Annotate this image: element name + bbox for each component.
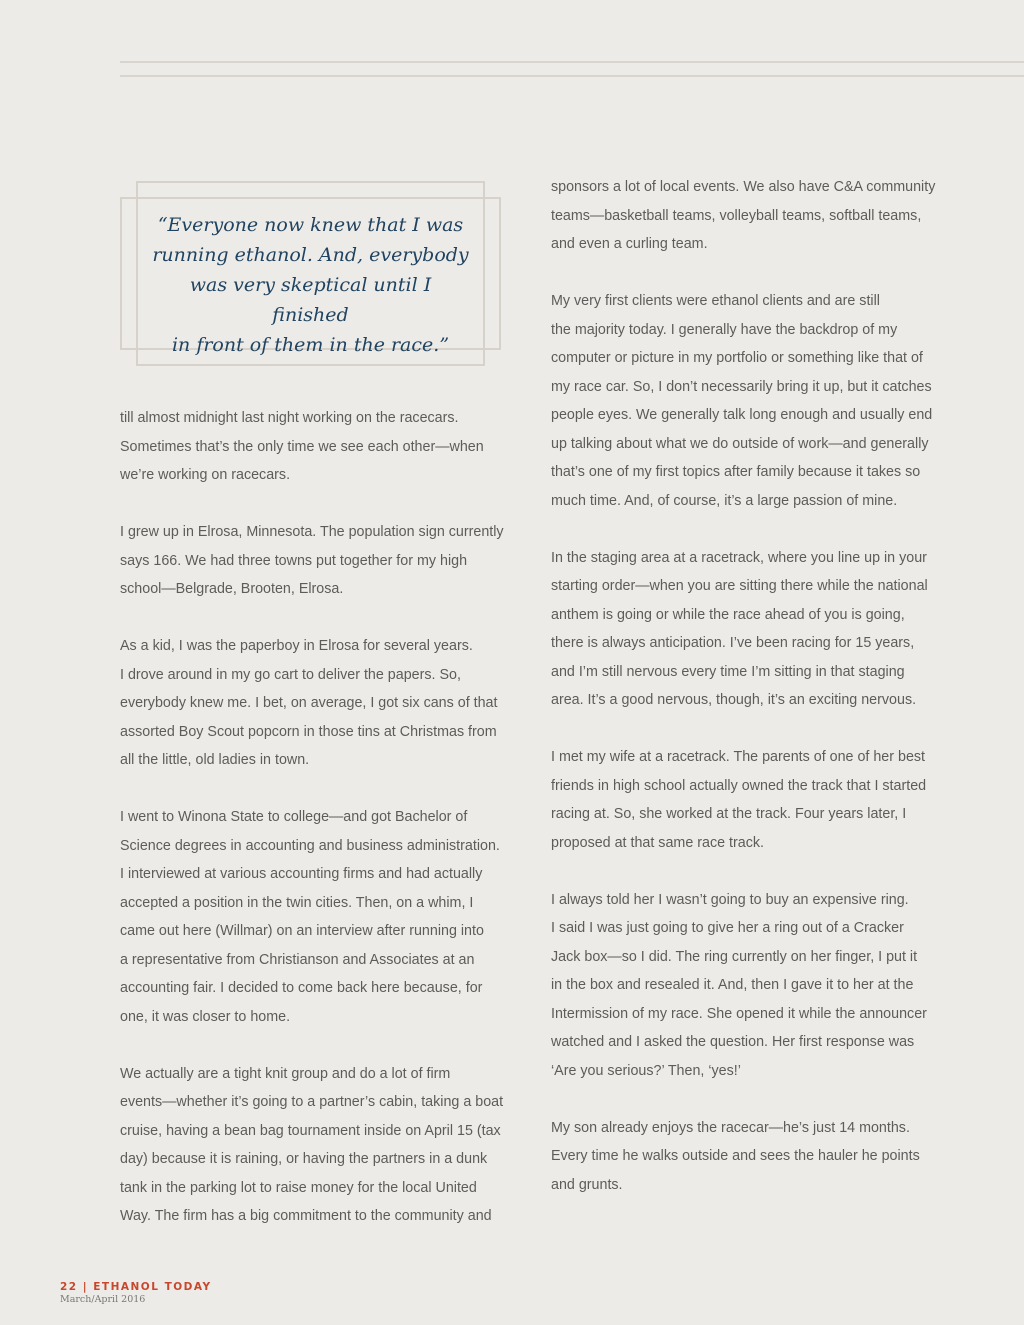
article-line: came out here (Willmar) on an interview after running into xyxy=(120,923,484,939)
article-line: there is always anticipation. I’ve been racing for 15 years, xyxy=(551,635,915,651)
page-footer xyxy=(60,1281,212,1305)
article-line: computer or picture in my portfolio or something like that of xyxy=(551,350,923,366)
article-line: anthem is going or while the race ahead of you is going, xyxy=(551,606,905,623)
header-rule-bottom xyxy=(120,75,1024,77)
article-line: I said I was just going to give her a ring out of a Cracker xyxy=(551,920,904,936)
article-line: I grew up in Elrosa, Minnesota. The population sign currently xyxy=(120,524,504,540)
pull-quote-line: “Everyone now knew that I was xyxy=(157,214,464,236)
article-paragraph xyxy=(120,404,512,490)
article-line: I drove around in my go cart to deliver the papers. So, xyxy=(120,666,461,683)
issue-date: March/April 2016 xyxy=(60,1294,146,1305)
article-line: Every time he walks outside and sees the hauler he points xyxy=(551,1148,920,1164)
pull-quote-text xyxy=(150,210,471,360)
pull-quote-line: running ethanol. And, everybody xyxy=(152,244,469,266)
article-paragraph xyxy=(120,632,512,775)
article-line: that’s one of my first topics after family because it takes so xyxy=(551,464,921,480)
article-line: says 166. We had three towns put together for my high xyxy=(120,552,468,569)
article-line: my race car. So, I don’t necessarily bring it up, but it catches xyxy=(551,378,932,395)
article-line: everybody knew me. I bet, on average, I got six cans of that xyxy=(120,695,498,711)
article-line: school—Belgrade, Brooten, Elrosa. xyxy=(120,581,344,597)
article-line: till almost midnight last night working on the racecars. xyxy=(120,410,459,426)
article-line: accepted a position in the twin cities. Then, on a whim, I xyxy=(120,894,474,911)
article-line: a representative from Christianson and Associates at an xyxy=(120,951,475,968)
article-line: people eyes. We generally talk long enough and usually end xyxy=(551,407,933,423)
article-line: the majority today. I generally have the backdrop of my xyxy=(551,321,898,338)
article-line: I always told her I wasn’t going to buy an expensive ring. xyxy=(551,891,909,908)
article-line: My very first clients were ethanol clients and are still xyxy=(551,293,880,309)
article-line: assorted Boy Scout popcorn in those tins at Christmas from xyxy=(120,723,497,740)
article-line: I went to Winona State to college—and got Bachelor of xyxy=(120,809,468,825)
article-paragraph xyxy=(120,1060,512,1231)
article-line: all the little, old ladies in town. xyxy=(120,752,310,768)
article-paragraph xyxy=(551,287,943,515)
article-line: Intermission of my race. She opened it while the announcer xyxy=(551,1005,927,1022)
article-paragraph xyxy=(551,886,943,1086)
article-line: In the staging area at a racetrack, where you line up in your xyxy=(551,549,927,566)
article-line: proposed at that same race track. xyxy=(551,834,764,851)
article-column-right xyxy=(551,173,943,1199)
article-line: I met my wife at a racetrack. The parents of one of her best xyxy=(551,749,926,765)
article-paragraph xyxy=(551,1114,943,1200)
article-line: accounting fair. I decided to come back here because, for xyxy=(120,980,483,996)
article-line: friends in high school actually owned the track that I started xyxy=(551,777,927,794)
article-paragraph xyxy=(120,803,512,1031)
article-line: Way. The firm has a big commitment to the community and xyxy=(120,1208,492,1224)
page-folio: 22 | ETHANOL TODAY xyxy=(60,1281,212,1293)
article-line: and grunts. xyxy=(551,1176,623,1193)
article-line: ‘Are you serious?’ Then, ‘yes!’ xyxy=(551,1062,741,1079)
article-line: starting order—when you are sitting there while the national xyxy=(551,578,928,594)
article-paragraph xyxy=(120,518,512,604)
article-line: As a kid, I was the paperboy in Elrosa for several years. xyxy=(120,638,473,654)
article-line: Sometimes that’s the only time we see each other—when xyxy=(120,438,484,455)
header-rule-top xyxy=(120,61,1024,63)
article-line: tank in the parking lot to raise money for the local United xyxy=(120,1179,477,1196)
article-line: racing at. So, she worked at the track. Four years later, I xyxy=(551,806,907,822)
article-line: much time. And, of course, it’s a large passion of mine. xyxy=(551,492,898,509)
article-line: My son already enjoys the racecar—he’s just 14 months. xyxy=(551,1119,910,1136)
article-paragraph xyxy=(551,544,943,715)
article-line: and I’m still nervous every time I’m sitting in that staging xyxy=(551,663,905,680)
article-line: Jack box—so I did. The ring currently on her finger, I put it xyxy=(551,948,918,965)
article-line: watched and I asked the question. Her first response was xyxy=(551,1034,915,1050)
article-line: one, it was closer to home. xyxy=(120,1008,291,1025)
article-paragraph xyxy=(551,173,943,259)
article-line: I interviewed at various accounting firms and had actually xyxy=(120,866,483,882)
pull-quote-line: was very skeptical until I finished xyxy=(189,274,432,326)
article-line: area. It’s a good nervous, though, it’s an exciting nervous. xyxy=(551,692,917,708)
article-paragraph xyxy=(551,743,943,857)
article-line: day) because it is raining, or having the partners in a dunk xyxy=(120,1151,488,1167)
article-line: events—whether it’s going to a partner’s cabin, taking a boat xyxy=(120,1094,504,1110)
article-line: cruise, having a bean bag tournament inside on April 15 (tax xyxy=(120,1122,501,1139)
article-column-left xyxy=(120,404,512,1231)
article-line: teams—basketball teams, volleyball teams, softball teams, xyxy=(551,207,922,224)
article-line: and even a curling team. xyxy=(551,236,708,252)
article-line: Science degrees in accounting and business administration. xyxy=(120,837,500,854)
pull-quote-line: in front of them in the race.” xyxy=(171,334,450,356)
article-line: We actually are a tight knit group and do a lot of firm xyxy=(120,1065,451,1082)
pull-quote xyxy=(120,181,501,366)
article-line: we’re working on racecars. xyxy=(120,467,291,483)
article-line: up talking about what we do outside of work—and generally xyxy=(551,435,929,452)
article-line: sponsors a lot of local events. We also have C&A community xyxy=(551,179,936,195)
article-line: in the box and resealed it. And, then I gave it to her at the xyxy=(551,977,914,993)
